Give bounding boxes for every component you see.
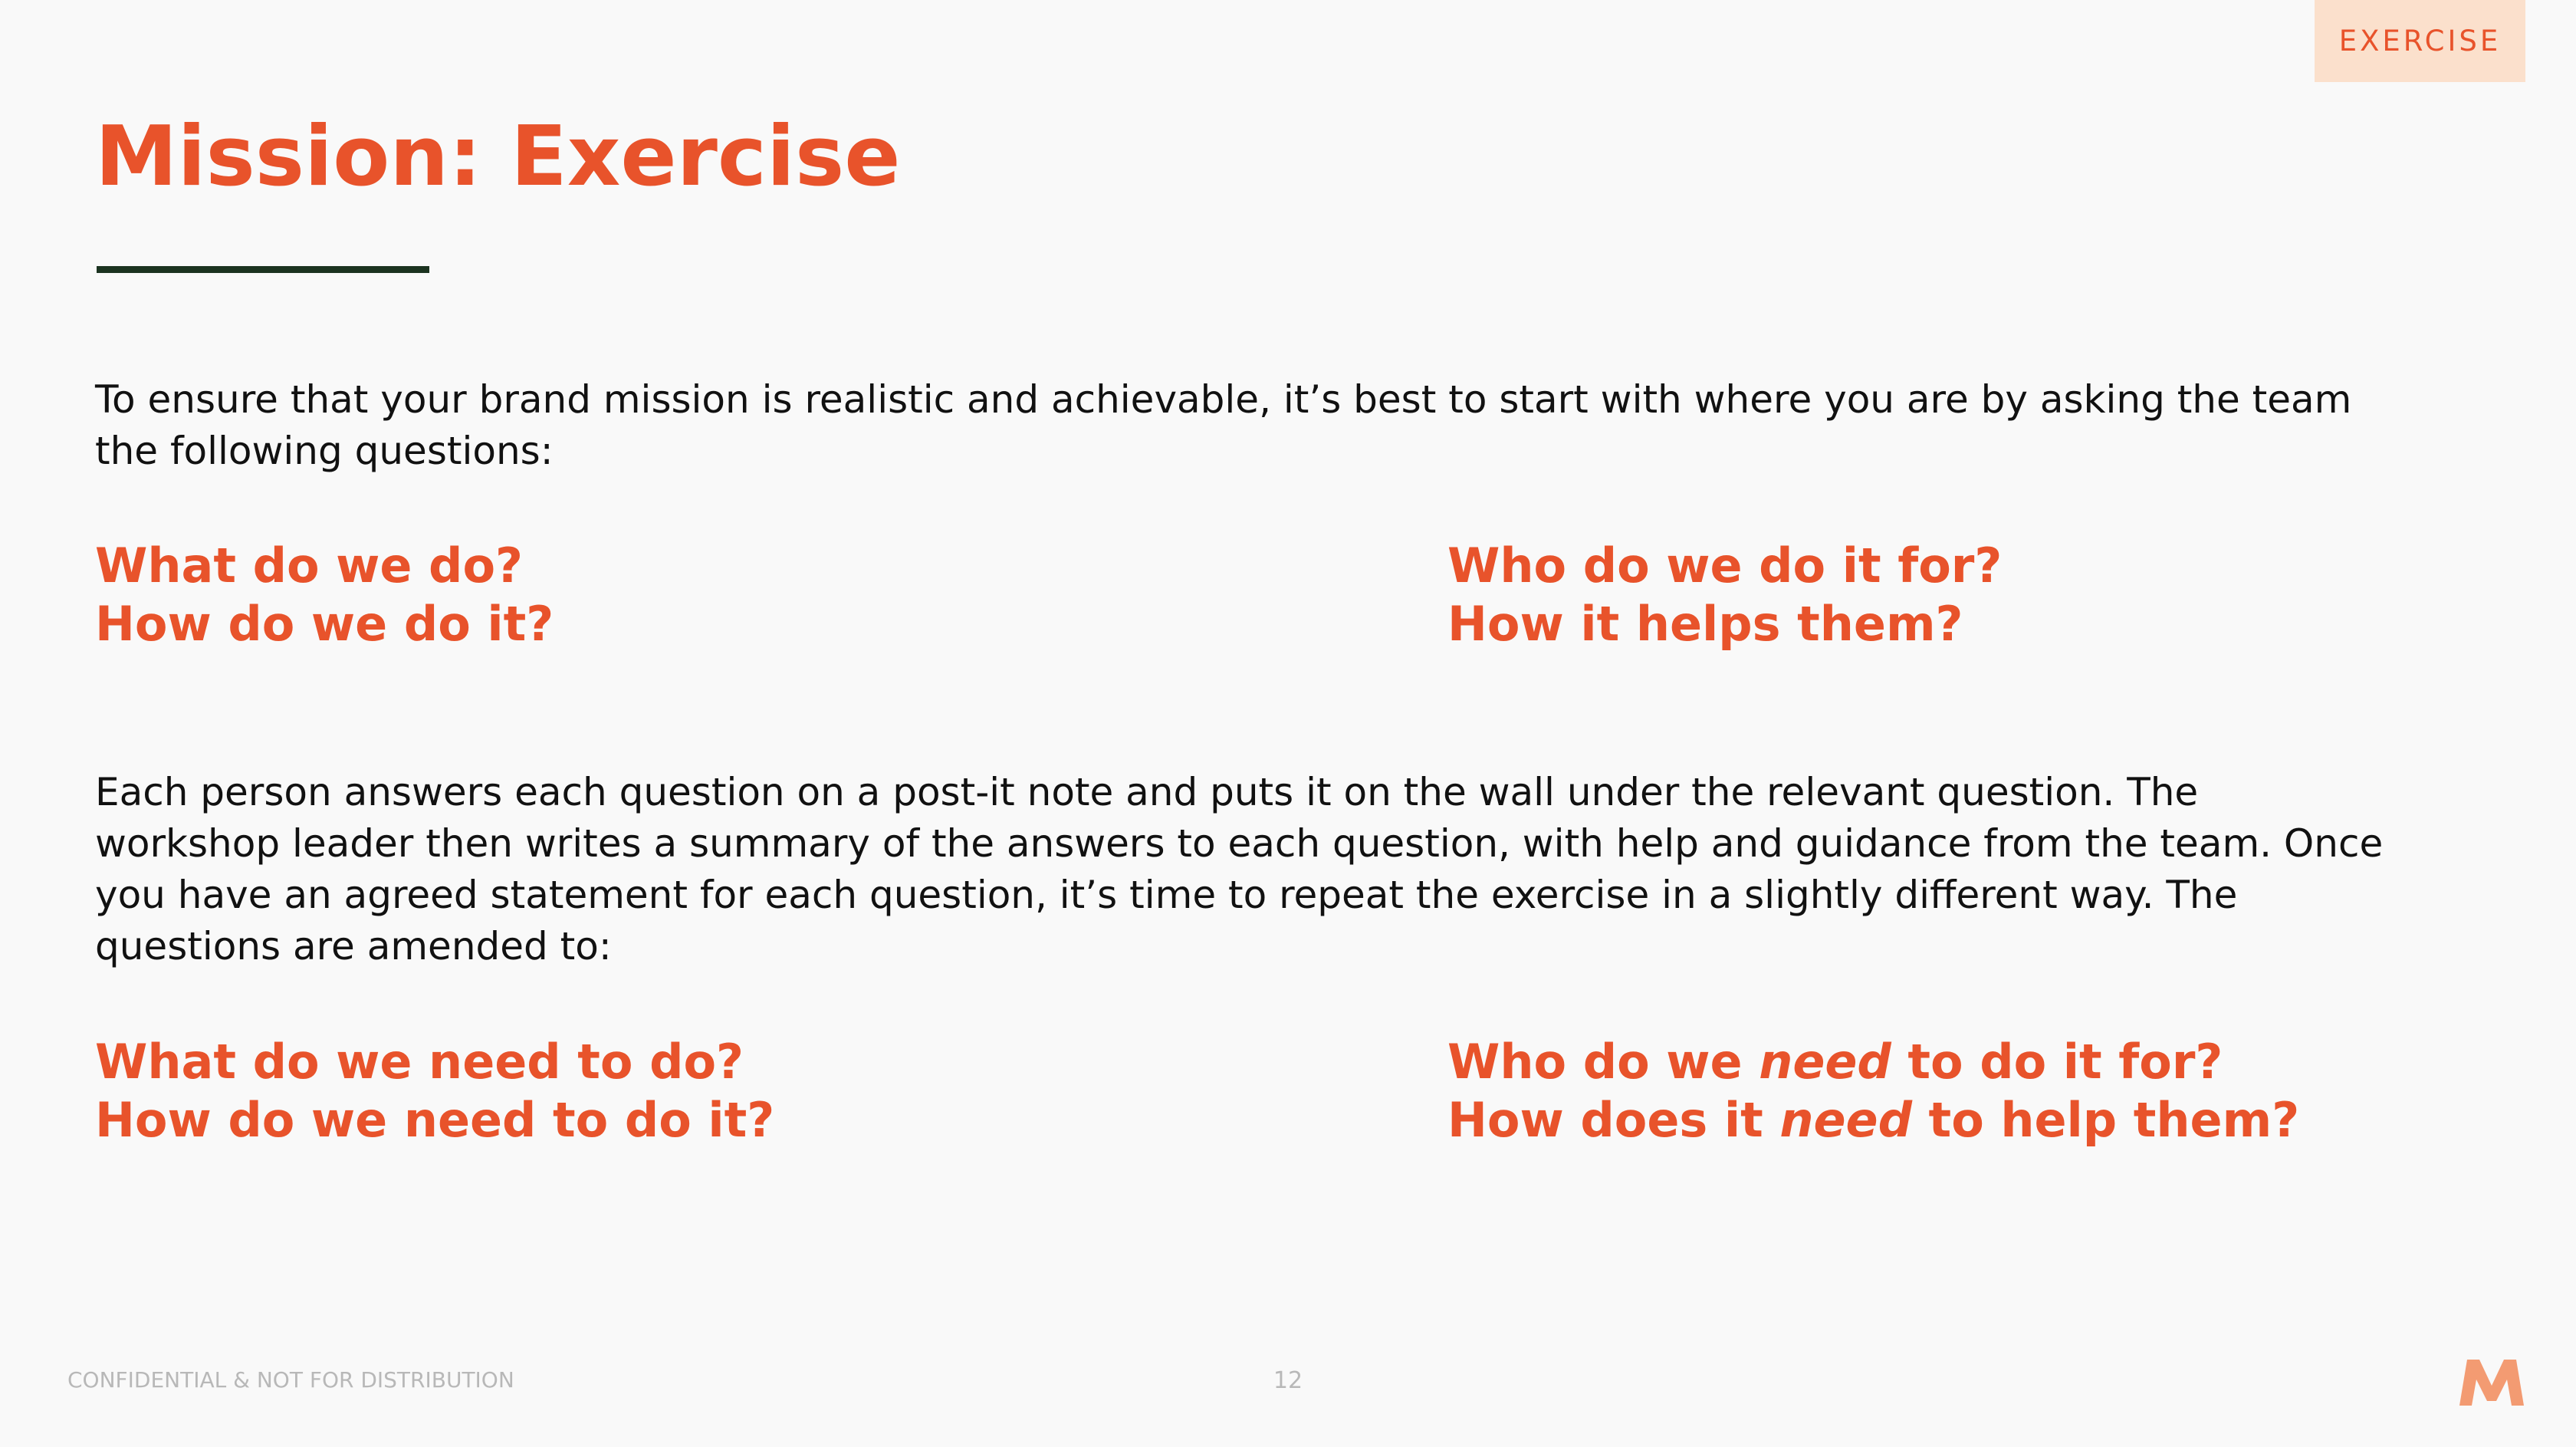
question-how-it-helps-them: How it helps them?	[1447, 596, 1963, 652]
exercise-tag: EXERCISE	[2315, 0, 2525, 82]
question-how-do-we-need-to-do-it: How do we need to do it?	[95, 1092, 775, 1148]
logo-mark	[2459, 1360, 2524, 1406]
m-brand-logo-icon	[2458, 1358, 2525, 1407]
question-text-part: to do it for?	[1891, 1034, 2223, 1090]
question-text-part: Who do we	[1447, 1034, 1760, 1090]
question-group-right-2	[1447, 1033, 2299, 1149]
question-text-part: How does it	[1447, 1092, 1780, 1148]
question-group-left-2	[95, 1033, 774, 1149]
question-who-do-we-need-to-do-it-for	[1447, 1033, 2299, 1091]
question-group-right-1	[1447, 537, 2002, 653]
confidential-note: CONFIDENTIAL & NOT FOR DISTRIBUTION	[67, 1367, 514, 1393]
title-divider	[97, 266, 429, 273]
question-what-do-we-do: What do we do?	[95, 538, 523, 594]
intro-paragraph: To ensure that your brand mission is realistic and achievable, it’s best to start with where you are by asking the team the following questions:	[95, 377, 2352, 473]
question-how-does-it-need-to-help-them	[1447, 1091, 2299, 1149]
page-number: 12	[1273, 1367, 1303, 1394]
question-how-do-we-do-it: How do we do it?	[95, 596, 554, 652]
question-group-left-1	[95, 537, 554, 653]
question-emphasis: need	[1759, 1034, 1891, 1090]
question-text-part: to help them?	[1911, 1092, 2300, 1148]
question-what-do-we-need-to-do: What do we need to do?	[95, 1034, 744, 1090]
question-emphasis: need	[1779, 1092, 1912, 1148]
page-title: Mission: Exercise	[95, 109, 901, 205]
body-paragraph: Each person answers each question on a post-it note and puts it on the wall under the relevant question. The workshop leader then writes a summary of the answers to each question, with help and guidance from the team. Once you have an agreed statement for each question, it’s time to repeat the exercise in a slightly different way. The questions are amended to:	[95, 770, 2384, 969]
question-who-do-we-do-it-for: Who do we do it for?	[1447, 538, 2003, 594]
